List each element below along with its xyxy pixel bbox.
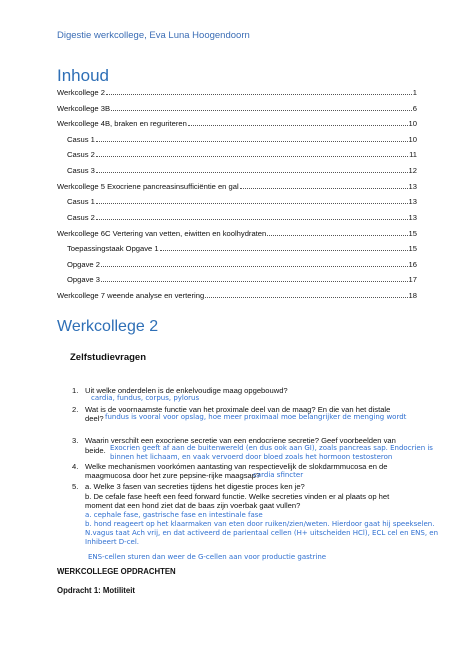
- section-heading-opdrachten: WERKCOLLEGE OPDRACHTEN: [57, 567, 176, 576]
- toc-entry-title: Casus 2: [67, 150, 95, 159]
- q2-line2-prefix: deel?: [85, 414, 104, 423]
- toc-entry[interactable]: [67, 256, 417, 269]
- toc-entry-title: Casus 2: [67, 213, 95, 222]
- toc-leader-dots: [106, 94, 412, 95]
- toc-entry-title: Casus 1: [67, 135, 95, 144]
- toc-entry-title: Werkcollege 6C Vertering van vetten, eiwitten en koolhydraten: [57, 229, 267, 238]
- q5-answer-4: Inhibeert D-cel.: [85, 538, 140, 546]
- toc-leader-dots: [101, 281, 408, 282]
- toc-entry-title: Toepassingstaak Opgave 1: [67, 244, 159, 253]
- q3-number: 3.: [72, 436, 79, 445]
- toc-entry[interactable]: [57, 225, 417, 238]
- toc-entry-title: Casus 3: [67, 166, 95, 175]
- toc-leader-dots: [101, 266, 408, 267]
- toc-entry[interactable]: [67, 209, 417, 222]
- toc-leader-dots: [96, 141, 408, 142]
- q5-answer-1: a. cephale fase, gastrische fase en intestinale fase: [85, 511, 263, 519]
- toc-entry-page: 10: [408, 119, 417, 128]
- toc-entry[interactable]: [57, 84, 417, 97]
- toc-entry-title: Werkcollege 5 Exocriene pancreasinsufficiëntie en gal: [57, 182, 239, 191]
- q2-line1: Wat is de voornaamste functie van het proximale deel van de maag? En die van het distale: [85, 405, 391, 414]
- section-heading-motiliteit: Opdracht 1: Motiliteit: [57, 586, 135, 595]
- toc-entry-page: 16: [408, 260, 417, 269]
- toc-title: Inhoud: [57, 66, 109, 85]
- q4-line2: maagmucosa door het zure pepsine-rijke maagsap?: [85, 471, 261, 480]
- toc-entry[interactable]: [67, 240, 417, 253]
- toc-entry-page: 13: [408, 182, 417, 191]
- q4-line1: Welke mechanismen voorkómen aantasting van respectievelijk de slokdarmmucosa en de: [85, 462, 388, 471]
- q5-answer-3: N.vagus taat Ach vrij, en dat activeerd de parientaal cellen (H+ uitscheiden HCl), ECL cel en ENS, en: [85, 529, 439, 537]
- toc-entry[interactable]: [57, 115, 417, 128]
- table-of-contents: [57, 84, 417, 304]
- q1-text: Uit welke onderdelen is de enkelvoudige maag opgebouwd?: [85, 386, 288, 395]
- toc-entry[interactable]: [67, 131, 417, 144]
- toc-entry[interactable]: [57, 287, 417, 300]
- page-header: Digestie werkcollege, Eva Luna Hoogendoorn: [57, 30, 250, 41]
- q3-answer-1: Exocrien geeft af aan de buitenwereld (en dus ook aan GI), zoals pancreas sap. Endocrien is: [110, 444, 433, 452]
- toc-entry-page: 1: [412, 88, 417, 97]
- toc-entry-page: 13: [408, 213, 417, 222]
- q5-line1: a. Welke 3 fasen van secreties tijdens het digestie proces ken je?: [85, 482, 305, 491]
- toc-entry[interactable]: [57, 178, 417, 191]
- toc-entry-title: Opgave 3: [67, 275, 100, 284]
- q1-answer: cardia, fundus, corpus, pylorus: [91, 394, 200, 402]
- q3-line2-prefix: beide.: [85, 446, 106, 455]
- toc-leader-dots: [96, 219, 408, 220]
- toc-entry-page: 17: [408, 275, 417, 284]
- toc-leader-dots: [96, 172, 408, 173]
- toc-entry[interactable]: [67, 146, 417, 159]
- toc-entry-page: 15: [408, 229, 417, 238]
- q5-answer-2: b. hond reageert op het klaarmaken van eten door ruiken/zien/weten. Hierdoor gaat hij speekselen.: [85, 520, 435, 528]
- section-title: Werkcollege 2: [57, 318, 159, 335]
- toc-entry-page: 13: [408, 197, 417, 206]
- toc-entry-page: 11: [409, 150, 417, 159]
- q4-answer: cardia sfincter: [253, 471, 304, 479]
- toc-leader-dots: [205, 297, 407, 298]
- toc-entry-title: Werkcollege 7 weende analyse en vertering: [57, 291, 205, 300]
- toc-entry-title: Werkcollege 3B: [57, 104, 111, 113]
- q1-number: 1.: [72, 386, 79, 395]
- toc-entry-page: 15: [408, 244, 417, 253]
- q5-line3: moment dat een hond ziet dat de baas zijn voerbak gaat vullen?: [85, 501, 301, 510]
- q5-number: 5.: [72, 482, 79, 491]
- toc-leader-dots: [111, 110, 412, 111]
- q4-number: 4.: [72, 462, 79, 471]
- toc-entry-page: 12: [408, 166, 417, 175]
- toc-entry-page: 18: [408, 291, 417, 300]
- q3-answer-2: binnen het lichaam, en vaak vervoerd door bloed zoals het hormoon testosteron: [110, 453, 393, 461]
- q2-number: 2.: [72, 405, 79, 414]
- toc-entry-title: Opgave 2: [67, 260, 100, 269]
- q5-answer-5: ENS-cellen sturen dan weer de G-cellen aan voor productie gastrine: [88, 553, 327, 561]
- toc-leader-dots: [96, 156, 408, 157]
- toc-leader-dots: [188, 125, 408, 126]
- toc-entry-title: Werkcollege 2: [57, 88, 105, 97]
- q3-line1: Waarin verschilt een exocriene secretie van een endocriene secretie? Geef voorbeelden van: [85, 436, 396, 445]
- toc-entry[interactable]: [67, 193, 417, 206]
- toc-entry-page: 6: [412, 104, 417, 113]
- q5-line2: b. De cefale fase heeft een feed forward functie. Welke secreties vinden er al plaats op het: [85, 492, 390, 501]
- toc-entry[interactable]: [67, 271, 417, 284]
- toc-entry[interactable]: [67, 162, 417, 175]
- toc-entry[interactable]: [57, 100, 417, 113]
- toc-entry-title: Werkcollege 4B, braken en reguriteren: [57, 119, 187, 128]
- toc-leader-dots: [160, 250, 408, 251]
- q2-answer: fundus is vooral voor opslag, hoe meer proximaal moe belangrijker de menging wordt: [105, 413, 407, 421]
- subsection-title: Zelfstudievragen: [70, 352, 147, 363]
- toc-leader-dots: [240, 188, 408, 189]
- toc-leader-dots: [96, 203, 408, 204]
- toc-entry-title: Casus 1: [67, 197, 95, 206]
- toc-leader-dots: [267, 235, 407, 236]
- toc-entry-page: 10: [408, 135, 417, 144]
